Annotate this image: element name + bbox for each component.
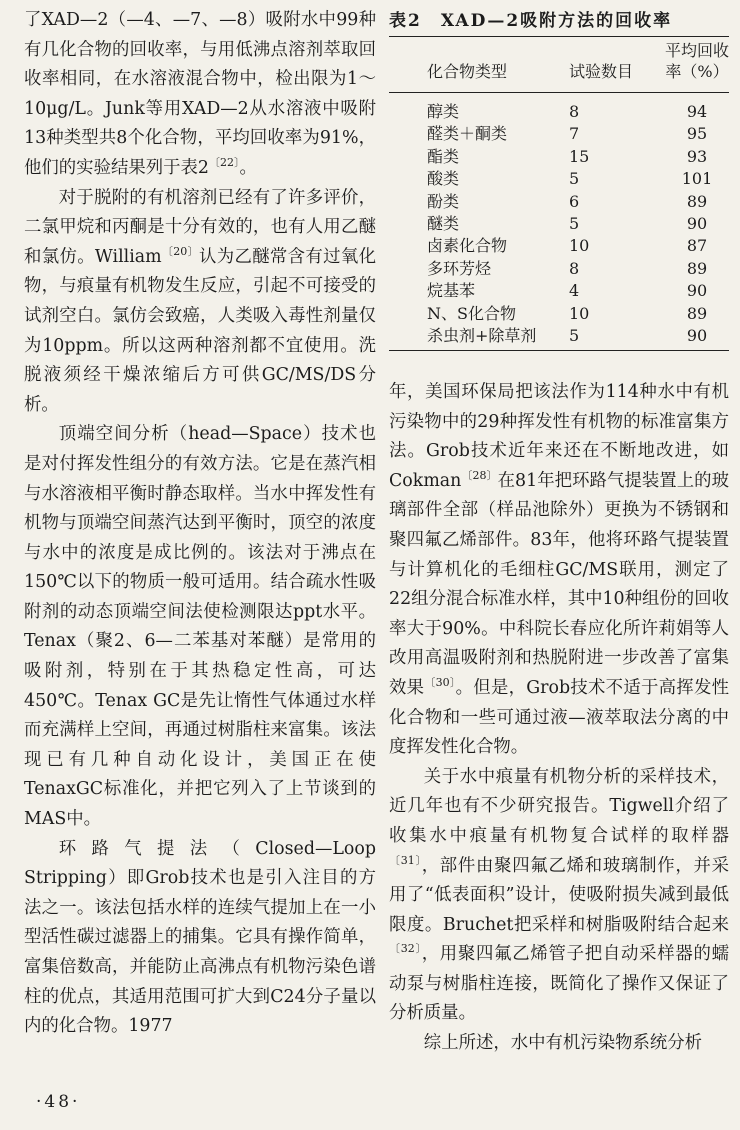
cell-recovery: 89 <box>686 303 708 323</box>
cell-compound-type: N、S化合物 <box>427 303 516 323</box>
table-row <box>389 123 729 145</box>
page-number: ·48· <box>36 1092 81 1112</box>
cell-compound-type: 醇类 <box>427 102 460 121</box>
cell-test-count: 8 <box>569 258 580 278</box>
cell-test-count: 4 <box>569 281 580 301</box>
cell-compound-type: 醚类 <box>427 214 460 234</box>
table-2-block <box>389 8 729 351</box>
cell-recovery: 89 <box>686 191 708 211</box>
cell-test-count: 6 <box>569 191 580 211</box>
table-row <box>389 146 729 168</box>
cell-test-count: 15 <box>569 146 590 166</box>
cell-compound-type: 醛类＋酮类 <box>427 124 508 144</box>
paragraph-sampling-techniques: 关于水中痕量有机物分析的采样技术，近几年也有不少研究报告。Tigwell介绍了收集水中痕量有机物复合试样的取样器$^{〔31〕}$，部件由聚四氟乙烯和玻璃制作，并采用了“低表面积”设计，使吸附损失减到最低限度。Bruchet把采样和树脂吸附结合起来$^{〔32〕}$，用聚四氟乙烯管子把自动采样器的蠕动泵与树脂柱连接，既简化了操作又保证了分析质量。 <box>389 766 729 1024</box>
cell-compound-type: 酚类 <box>427 191 460 211</box>
cell-recovery: 90 <box>686 214 708 234</box>
table-row <box>389 325 729 351</box>
cell-compound-type: 酸类 <box>427 169 460 189</box>
cell-test-count: 10 <box>569 236 590 256</box>
right-text-column <box>389 378 729 1059</box>
citation-22: 〔22〕 <box>208 156 240 170</box>
cell-recovery: 89 <box>686 258 708 278</box>
cell-compound-type: 杀虫剂+除草剂 <box>389 325 563 351</box>
table-row <box>389 280 729 302</box>
cell-recovery: 90 <box>665 325 729 351</box>
header-test-count: 试验数目 <box>563 37 665 93</box>
cell-test-count: 10 <box>569 303 590 323</box>
cell-recovery: 101 <box>681 169 713 189</box>
paragraph-closed-loop-stripping: 环路气提法（Closed—Loop Stripping）即Grob技术也是引入注目的方法之一。该法包括水样的连续气提加上在一小型活性碳过滤器上的捕集。它具有操作简单，富集倍数高，并能防止高沸点有机物污染色谱柱的优点，其适用范围可扩大到C24分子量以内的化合物。1977 <box>24 838 376 1037</box>
paragraph-epa-grob-method: 年，美国环保局把该法作为114种水中有机污染物中的29种挥发性有机物的标准富集方法。Grob技术近年来还在不断地改进，如Cokman$^{〔28〕}$在81年把环路气提装置上的玻璃部件全部（样品池除外）更换为不锈钢和聚四氟乙烯部件。83年，他将环路气提装置与计算机化的毛细柱GC/MS联用，测定了22组分混合标准水样，其中10种组份的回收率大于90%。中科院长春应化所许莉娟等人改用高温吸附剂和热脱附进一步改善了富集效果$^{〔30〕}$。但是，Grob技术不适于高挥发性化合物和一些可通过液—液萃取法分离的中度挥发性化合物。 <box>389 382 730 758</box>
table-row <box>389 235 729 257</box>
citation-20: 〔20〕 <box>161 244 199 258</box>
cell-recovery: 93 <box>686 146 708 166</box>
table-row <box>389 93 729 124</box>
left-text-column <box>24 6 376 1042</box>
cell-recovery: 94 <box>686 102 708 121</box>
table-row <box>389 168 729 190</box>
table-row <box>389 258 729 280</box>
table-header-row <box>389 37 729 93</box>
cell-test-count: 5 <box>563 325 665 351</box>
recovery-table <box>389 37 729 351</box>
header-compound-type: 化合物类型 <box>389 37 563 93</box>
paragraph-headspace-analysis: 顶端空间分析（head—Space）技术也是对付挥发性组分的有效方法。它是在蒸汽相与水溶液相平衡时静态取样。当水中挥发性有机物与顶端空间蒸汽达到平衡时，顶空的浓度与水中的浓度是成比例的。该法对于沸点在150℃以下的物质一般可适用。结合疏水性吸附剂的动态顶端空间法使检测限达ppt水平。Tenax（聚2、6—二苯基对苯醚）是常用的吸附剂，特别在于其热稳定性高，可达450℃。Tenax GC是先让惰性气体通过水样而充满样上空间，再通过树脂柱来富集。该法现已有几种自动化设计，美国正在使TenaxGC标准化，并把它列入了上节谈到的MAS中。 <box>24 424 376 830</box>
table-row <box>389 191 729 213</box>
paragraph-xad2-results: 了XAD—2（—4、—7、—8）吸附水中99种有几化合物的回收率，与用低沸点溶剂萃取回收率相同，在水溶液混合物中，检出限为1～10μg/L。Junk等用XAD—2从水溶液中吸附13种类型共8个化合物，平均回收率为91%，他们的实验结果列于表2$^{〔22〕}$。 <box>24 10 376 178</box>
cell-compound-type: 卤素化合物 <box>427 236 508 256</box>
cell-test-count: 7 <box>569 124 580 144</box>
cell-test-count: 5 <box>569 169 580 189</box>
header-average-recovery: 平均回收率（%） <box>665 37 729 93</box>
paragraph-desorption-solvents: 对于脱附的有机溶剂已经有了许多评价，二氯甲烷和丙酮是十分有效的，也有人用乙醚和氯仿。William$^{〔20〕}$认为乙醚常含有过氧化物，与痕量有机物发生反应，引起不可接受的试剂空白。氯仿会致癌，人类吸入毒性剂量仅为10ppm。所以这两种溶剂都不宜使用。洗脱液须经干燥浓缩后方可供GC/MS/DS分析。 <box>24 187 376 415</box>
cell-compound-type: 多环芳烃 <box>427 258 492 278</box>
table-row <box>389 303 729 325</box>
cell-compound-type: 烷基苯 <box>427 281 476 301</box>
table-caption: 表2 XAD—2吸附方法的回收率 <box>389 8 729 37</box>
citation-30: 〔30〕 <box>424 676 456 690</box>
cell-recovery: 90 <box>686 281 708 301</box>
citation-32: 〔32〕 <box>389 942 422 956</box>
cell-recovery: 95 <box>686 124 708 144</box>
citation-31: 〔31〕 <box>389 853 422 867</box>
paragraph-summary: 综上所述，水中有机污染物系统分析 <box>423 1033 703 1054</box>
table-row <box>389 213 729 235</box>
cell-recovery: 87 <box>686 236 708 256</box>
cell-test-count: 8 <box>569 102 580 121</box>
cell-compound-type: 酯类 <box>427 146 460 166</box>
citation-28: 〔28〕 <box>461 468 498 482</box>
cell-test-count: 5 <box>569 214 580 234</box>
